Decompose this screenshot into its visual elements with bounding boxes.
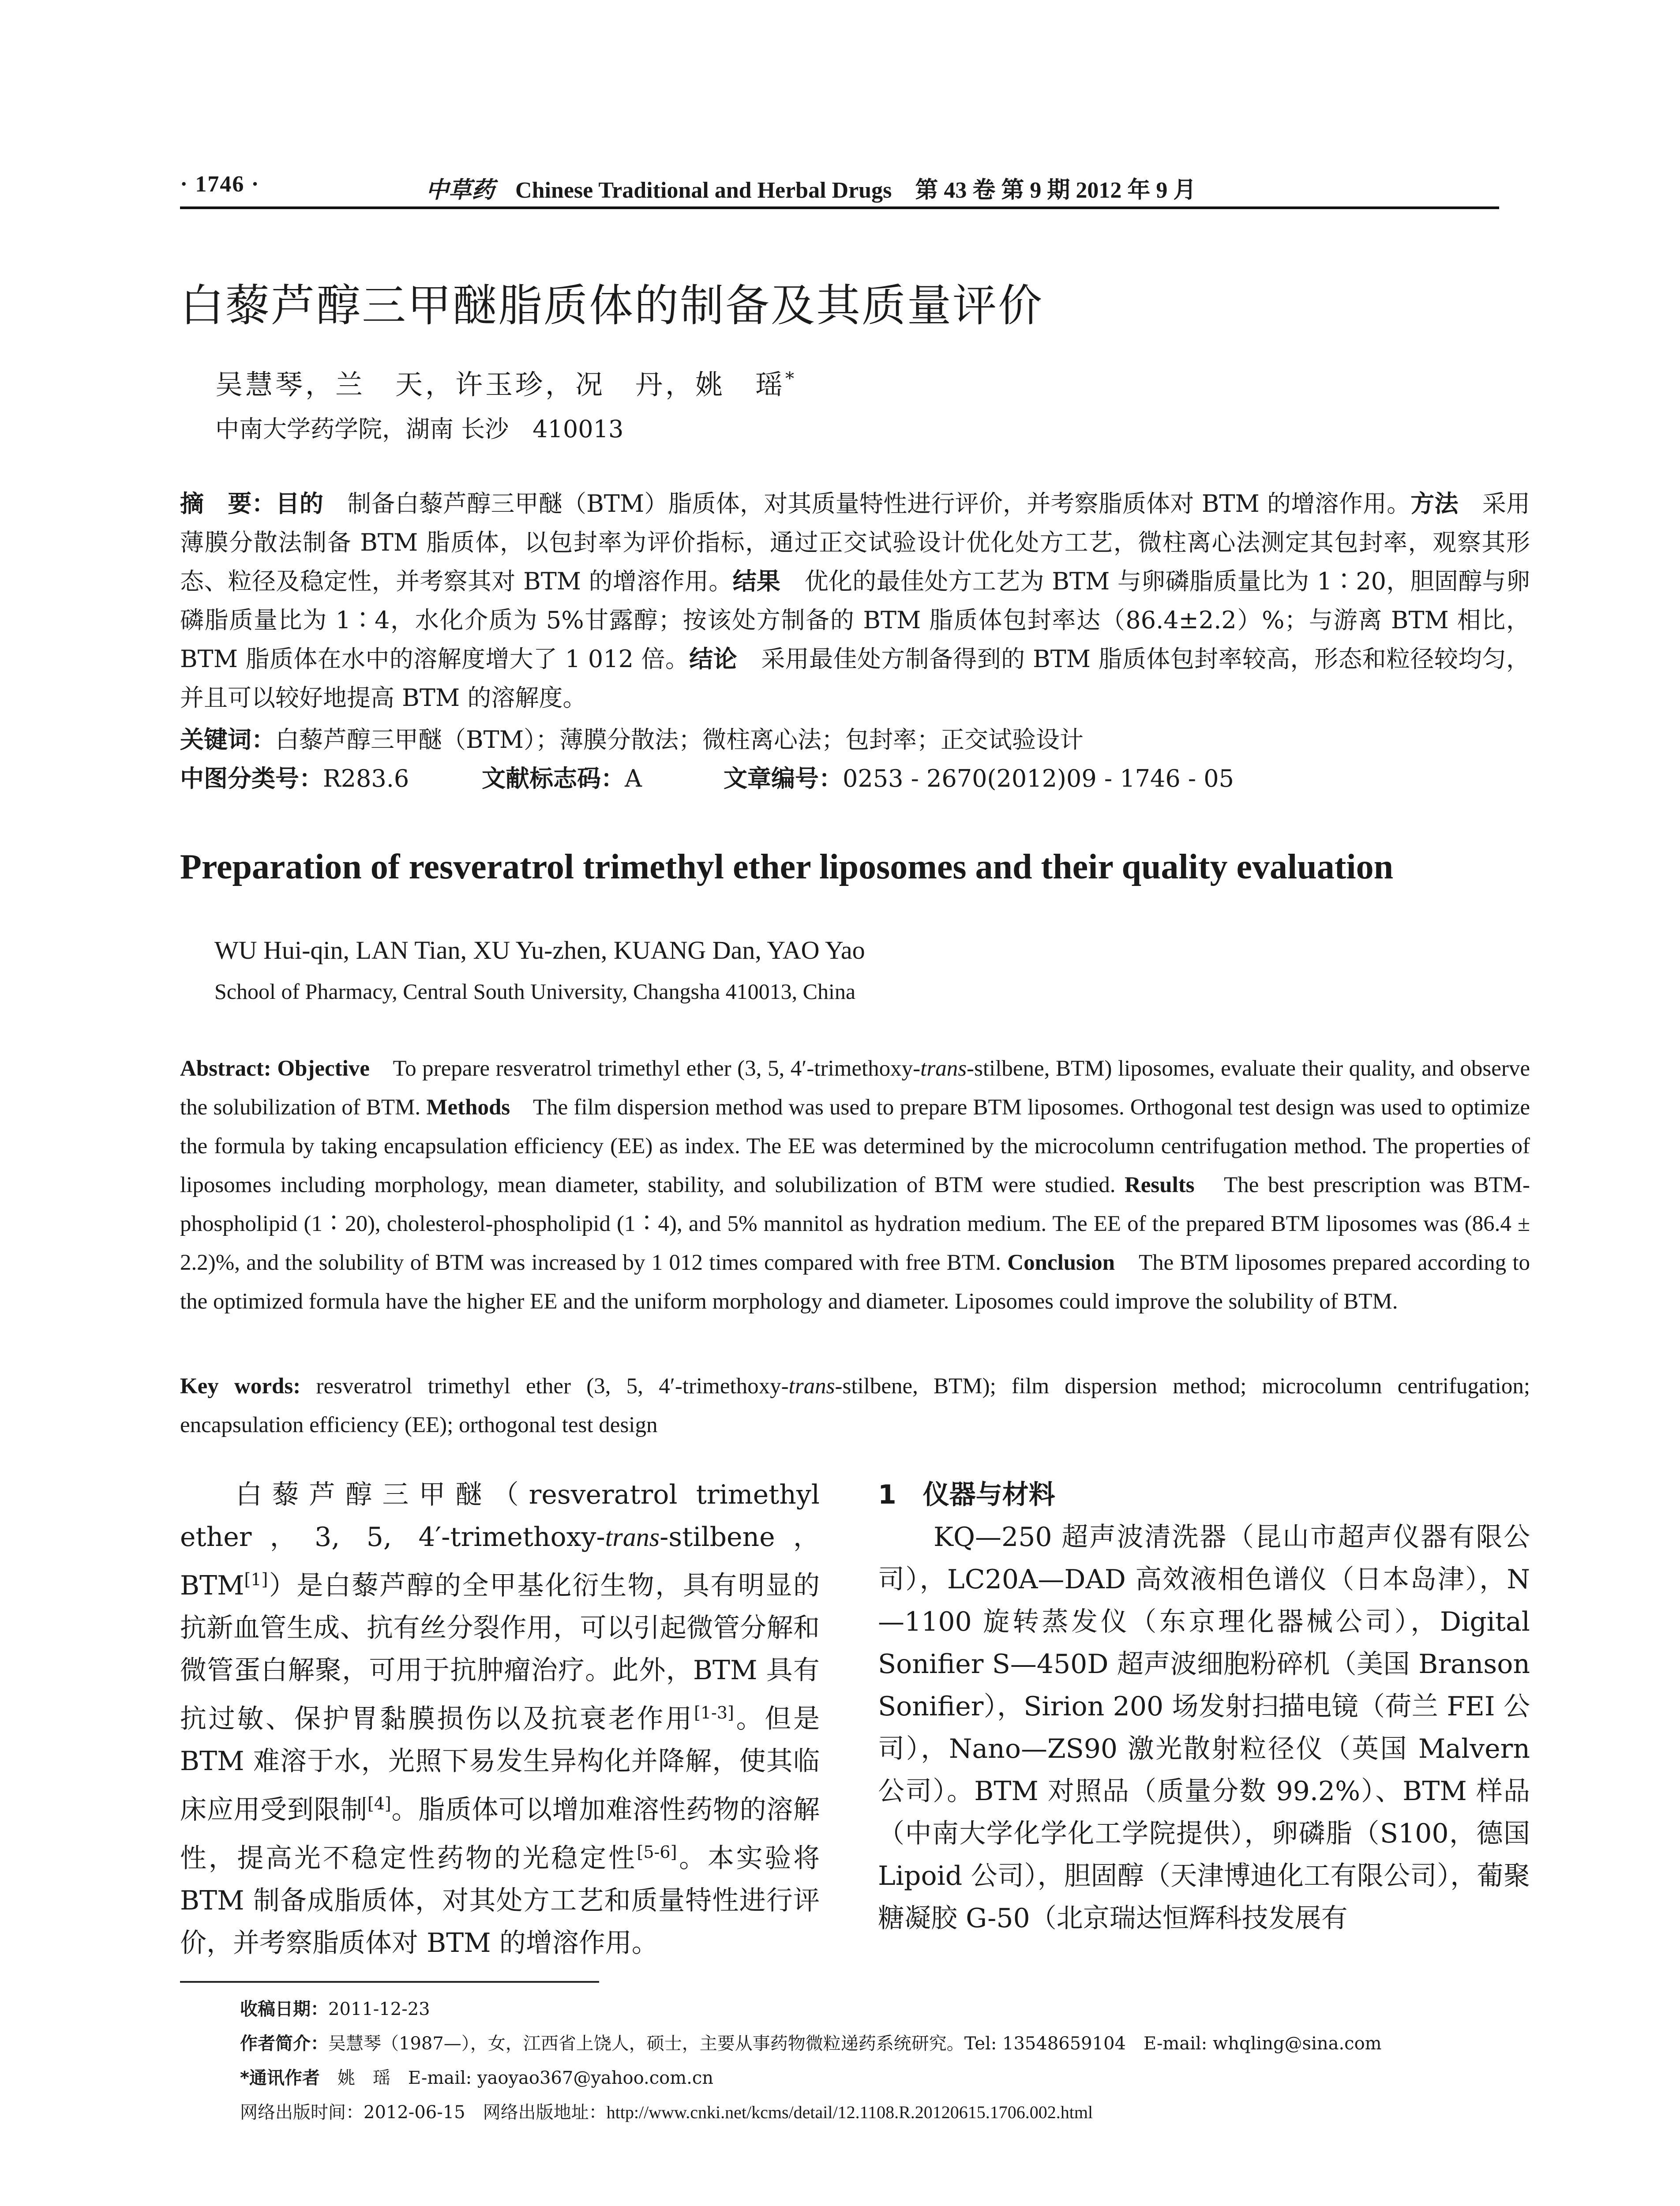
received-date: 2011-12-23	[328, 1999, 430, 2019]
intro-text-4: 。但是 BTM 难溶于水，光照下易发生异构化并降解，使其临床应用受到限制	[180, 1703, 820, 1825]
objective-text-cn: 制备白藜芦醇三甲醚（BTM）脂质体，对其质量特性进行评价，并考察脂质体对 BTM 的增溶作用。	[323, 490, 1411, 518]
doc-code-value: A	[625, 765, 642, 792]
article-no-value: 0253 - 2670(2012)09 - 1746 - 05	[843, 765, 1234, 792]
conclusion-label-en: Conclusion	[1007, 1250, 1115, 1275]
conclusion-text-en: The BTM liposomes prepared according to the optimized formula have the higher EE and the uniform morphology and diameter. Liposomes could improve the solubility of BTM.	[180, 1250, 1530, 1314]
journal-name-cn: 中草药	[426, 178, 495, 203]
intro-text-5: 。脂质体可以增加难溶性药物的溶解性，提高光不稳定性药物的光稳定性	[180, 1794, 820, 1874]
intro-text-1: 白藜芦醇三甲醚（resveratrol trimethyl ether，3, 5, 4′-trimethoxy-	[180, 1479, 820, 1553]
intro-text-6: 。本实验将 BTM 制备成脂质体，对其处方工艺和质量特性进行评价，并考察脂质体对 BTM 的增溶作用。	[180, 1843, 820, 1958]
keywords-label-en: Key words:	[180, 1374, 301, 1399]
doc-code-line	[482, 760, 642, 794]
english-abstract	[180, 1049, 1530, 1321]
materials-paragraph: KQ—250 超声波清洗器（昆山市超声仪器有限公司），LC20A—DAD 高效液相色谱仪（日本岛津），N—1100 旋转蒸发仪（东京理化器械公司），Digital Sonifier S—450D 超声波细胞粉碎机（美国 Branson Sonifier），Sirion 200 场发射扫描电镜（荷兰 FEI 公司），Nano—ZS90 激光散射粒径仪（英国 Malvern 公司）。BTM 对照品（质量分数 99.2%）、BTM 样品（中南大学化学化工学院提供），卵磷脂（S100，德国 Lipoid 公司），胆固醇（天津博迪化工有限公司），葡聚糖凝胶 G-50（北京瑞达恒辉科技发展有	[878, 1522, 1530, 1934]
footnote-rule	[180, 1981, 599, 1983]
chinese-authors	[215, 363, 797, 402]
abstract-label-cn: 摘 要：	[180, 490, 276, 518]
keywords-text-en-a: resveratrol trimethyl ether (3, 5, 4′-trimethoxy-	[300, 1374, 789, 1399]
issue-info: 第 43 卷 第 9 期 2012 年 9 月	[915, 178, 1196, 203]
page-number: · 1746 ·	[180, 172, 260, 197]
article-no-line	[724, 760, 1234, 794]
objective-label-cn: 目的	[275, 490, 324, 518]
received-label: 收稿日期：	[240, 1999, 328, 2019]
intro-italic: trans	[605, 1523, 660, 1552]
running-header	[426, 171, 1196, 204]
keywords-cn	[180, 721, 1084, 755]
objective-text-en-b: -stilbene, BTM) liposomes, evaluate their quality, and observe the solubilization of BTM.	[180, 1056, 1530, 1120]
keywords-text-cn: 白藜芦醇三甲醚（BTM）；薄膜分散法；微柱离心法；包封率；正交试验设计	[275, 726, 1084, 754]
online-url[interactable]: http://www.cnki.net/kcms/detail/12.1108.R.20120615.1706.002.html	[606, 2102, 1093, 2122]
methods-label-en: Methods	[426, 1095, 510, 1120]
chinese-author-list: 吴慧琴，兰 天，许玉珍，况 丹，姚 瑶	[215, 368, 786, 401]
intro-text-2: -stilbene，BTM	[180, 1522, 820, 1601]
citation-1-3: [1-3]	[694, 1703, 734, 1722]
keywords-italic-en: trans	[788, 1374, 835, 1399]
footnote-corresponding	[240, 2064, 713, 2089]
english-keywords	[180, 1367, 1530, 1444]
corresponding-label: *通讯作者	[240, 2068, 320, 2088]
intro-text-3: ）是白藜芦醇的全甲基化衍生物，具有明显的抗新血管生成、抗有丝分裂作用，可以引起微管分解和微管蛋白解聚，可用于抗肿瘤治疗。此外，BTM 具有抗过敏、保护胃黏膜损伤以及抗衰老作用	[180, 1570, 820, 1734]
results-text-en: The best prescription was BTM-phospholipid (1∶20), cholesterol-phospholipid (1∶4), and 5% mannitol as hydration medium. The EE of the prepared BTM liposomes was (86.4 ± 2.2)%, and the solubility of BTM was increased by 1 012 times compared with free BTM.	[180, 1173, 1530, 1275]
citation-1: [1]	[244, 1570, 268, 1589]
online-time: 2012-06-15	[364, 2102, 465, 2123]
online-url-label: 网络出版地址：	[465, 2102, 607, 2123]
english-affiliation: School of Pharmacy, Central South University, Changsha 410013, China	[214, 979, 856, 1004]
chinese-abstract	[180, 484, 1530, 717]
methods-label-cn: 方法	[1410, 490, 1459, 518]
conclusion-text-cn: 采用最佳处方制备得到的 BTM 脂质体包封率较高，形态和粒径较均匀，并且可以较好地提高 BTM 的溶解度。	[180, 645, 1530, 712]
corresponding-mark: *	[785, 368, 797, 389]
footnote-received	[240, 1995, 430, 2020]
journal-name-en: Chinese Traditional and Herbal Drugs	[515, 178, 892, 203]
methods-text-en: The film dispersion method was used to prepare BTM liposomes. Orthogonal test design was used to optimize the formula by taking encapsulation efficiency (EE) as index. The EE was determined by the microcolumn centrifugation method. The properties of liposomes including morphology, mean diameter, stability, and solubilization of BTM were studied.	[180, 1095, 1530, 1197]
chinese-affiliation: 中南大学药学院，湖南 长沙 410013	[215, 415, 624, 443]
corresponding-text: 姚 瑶 E-mail: yaoyao367@yahoo.com.cn	[319, 2068, 714, 2088]
citation-4: [4]	[367, 1794, 391, 1813]
bio-text: 吴慧琴（1987—），女，江西省上饶人，硕士，主要从事药物微粒递药系统研究。Tel: 13548659104 E-mail: whqling@sina.com	[328, 2033, 1382, 2054]
keywords-text-en-b: -stilbene, BTM); film dispersion method; microcolumn centrifugation; encapsulation efficiency (EE); orthogonal test design	[180, 1374, 1530, 1437]
results-label-cn: 结果	[732, 567, 781, 595]
results-text-cn: 优化的最佳处方工艺为 BTM 与卵磷脂质量比为 1∶20，胆固醇与卵磷脂质量比为 1∶4，水化介质为 5%甘露醇；按该处方制备的 BTM 脂质体包封率达（86.4±2.2）%；与游离 BTM 相比，BTM 脂质体在水中的溶解度增大了 1 012 倍。	[180, 567, 1530, 673]
classification-line	[180, 760, 409, 794]
footnote-author-bio	[240, 2030, 1382, 2055]
results-label-en: Results	[1124, 1173, 1195, 1197]
keywords-label-cn: 关键词：	[180, 726, 275, 754]
online-time-label: 网络出版时间：	[240, 2102, 364, 2123]
methods-text-cn: 采用薄膜分散法制备 BTM 脂质体，以包封率为评价指标，通过正交试验设计优化处方工艺，微柱离心法测定其包封率，观察其形态、粒径及稳定性，并考察其对 BTM 的增溶作用。	[180, 490, 1530, 595]
article-no-label: 文章编号：	[724, 765, 843, 792]
english-authors: WU Hui-qin, LAN Tian, XU Yu-zhen, KUANG Dan, YAO Yao	[214, 936, 865, 964]
chinese-title: 白藜芦醇三甲醚脂质体的制备及其质量评价	[180, 280, 1043, 331]
objective-text-en-a: To prepare resveratrol trimethyl ether (3, 5, 4′-trimethoxy-	[369, 1056, 921, 1081]
clc-value: R283.6	[323, 765, 409, 792]
conclusion-label-cn: 结论	[689, 645, 738, 673]
citation-5-6: [5-6]	[637, 1842, 677, 1862]
english-title: Preparation of resveratrol trimethyl ether liposomes and their quality evaluation	[180, 848, 1394, 886]
section-heading: 1 仪器与材料	[878, 1479, 1055, 1510]
objective-italic-en: trans	[920, 1056, 967, 1081]
doc-code-label: 文献标志码：	[482, 765, 625, 792]
abstract-label-en: Abstract:	[180, 1056, 271, 1081]
header-rule	[180, 206, 1499, 209]
footnote-online	[240, 2098, 1093, 2123]
objective-label-en: Objective	[277, 1056, 370, 1081]
intro-paragraph	[180, 1474, 820, 1964]
bio-label: 作者简介：	[240, 2033, 328, 2054]
clc-label: 中图分类号：	[180, 765, 323, 792]
